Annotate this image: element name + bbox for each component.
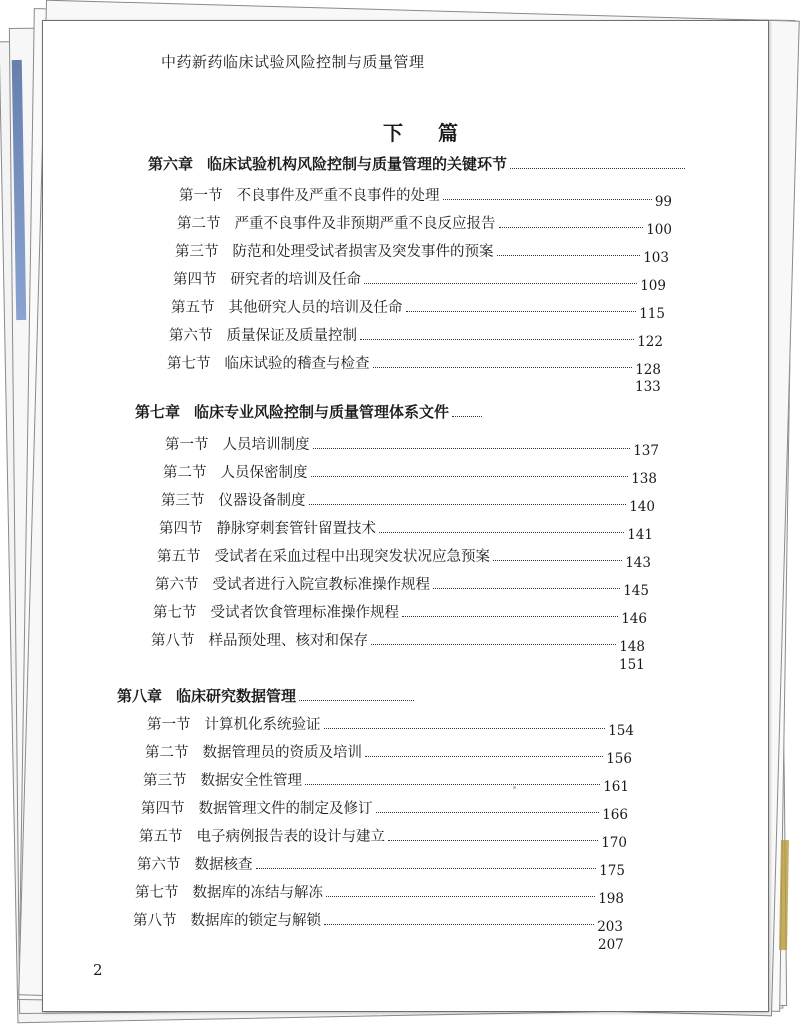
leader-dots (313, 448, 631, 449)
page-ref: 128 (635, 362, 661, 378)
page-ref: 175 (599, 863, 625, 879)
leader-dots (364, 283, 637, 284)
page-ref: 145 (623, 583, 649, 599)
toc-entry[interactable] (139, 825, 627, 851)
part-title: 下 篇 (383, 121, 472, 145)
page-ref: 133 (635, 379, 661, 395)
section-title: 研究者的培训及任命 (230, 272, 361, 288)
page-ref: 109 (640, 278, 666, 294)
page-ref: 141 (627, 527, 653, 543)
section-number: 第一节 (179, 188, 223, 204)
toc-tail-page[interactable] (598, 937, 624, 953)
section-title: 严重不良事件及非预期严重不良反应报告 (234, 216, 496, 232)
toc-entry[interactable] (171, 296, 665, 322)
page-ref: 146 (621, 611, 647, 627)
section-title: 临床试验的稽查与检查 (224, 356, 370, 372)
leader-dots (365, 756, 603, 757)
leader-dots (305, 784, 600, 785)
section-number: 第六节 (169, 328, 213, 344)
page-number: 2 (93, 961, 103, 979)
toc-chapter[interactable] (148, 153, 688, 174)
section-number: 第六节 (155, 577, 199, 593)
toc-entry[interactable] (151, 629, 645, 655)
page-ref: 151 (619, 657, 645, 673)
page-ref: 115 (639, 306, 665, 322)
chapter-title: 临床研究数据管理 (176, 687, 297, 705)
toc-tail-page[interactable] (635, 379, 661, 395)
leader-dots (510, 168, 685, 169)
section-number: 第四节 (173, 272, 217, 288)
toc-entry[interactable] (145, 741, 632, 767)
section-number: 第二节 (177, 216, 221, 232)
leader-dots (379, 532, 624, 533)
toc-page (42, 20, 769, 1012)
toc-entry[interactable] (161, 489, 655, 515)
leader-dots (299, 700, 414, 701)
section-title: 数据管理文件的制定及修订 (198, 801, 373, 817)
section-number: 第五节 (139, 829, 183, 845)
page-ref: 122 (637, 334, 663, 350)
page-ref: 156 (606, 751, 632, 767)
page-ref: 148 (619, 639, 645, 655)
leader-dots (256, 868, 597, 869)
toc-entry[interactable] (167, 352, 661, 378)
section-title: 数据管理员的资质及培训 (202, 745, 362, 761)
toc-entry[interactable] (135, 881, 624, 907)
section-title: 防范和处理受试者损害及突发事件的预案 (232, 244, 494, 260)
toc-chapter[interactable] (135, 401, 485, 422)
toc-entry[interactable] (155, 573, 649, 599)
running-head: 中药新药临床试验风险控制与质量管理 (161, 53, 425, 71)
section-number: 第七节 (135, 885, 179, 901)
section-title: 受试者进行入院宣教标准操作规程 (212, 577, 430, 593)
leader-dots (311, 476, 629, 477)
print-speck (513, 786, 516, 789)
section-number: 第一节 (147, 717, 191, 733)
section-title: 人员保密制度 (220, 465, 308, 481)
section-number: 第六节 (137, 857, 181, 873)
section-title: 受试者饮食管理标准操作规程 (210, 605, 399, 621)
section-title: 人员培训制度 (222, 437, 310, 453)
section-number: 第七节 (167, 356, 211, 372)
section-title: 数据安全性管理 (200, 773, 302, 789)
page-ref: 161 (603, 779, 629, 795)
leader-dots (373, 367, 633, 368)
toc-entry[interactable] (153, 601, 647, 627)
leader-dots (388, 840, 598, 841)
section-number: 第三节 (143, 773, 187, 789)
toc-entry[interactable] (157, 545, 651, 571)
toc-entry[interactable] (141, 797, 628, 823)
toc-entry[interactable] (159, 517, 653, 543)
section-number: 第一节 (165, 437, 209, 453)
toc-chapter[interactable] (117, 685, 417, 706)
section-number: 第五节 (171, 300, 215, 316)
section-title: 数据库的锁定与解锁 (190, 913, 321, 929)
leader-dots (360, 339, 634, 340)
toc-entry[interactable] (177, 212, 672, 238)
toc-entry[interactable] (137, 853, 625, 879)
toc-entry[interactable] (179, 184, 672, 210)
leader-dots (376, 812, 600, 813)
section-number: 第二节 (163, 465, 207, 481)
leader-dots (324, 728, 606, 729)
leader-dots (309, 504, 627, 505)
section-title: 质量保证及质量控制 (226, 328, 357, 344)
section-title: 样品预处理、核对和保存 (208, 633, 368, 649)
section-title: 数据库的冻结与解冻 (192, 885, 323, 901)
section-number: 第五节 (157, 549, 201, 565)
chapter-title: 临床试验机构风险控制与质量管理的关键环节 (207, 155, 508, 173)
page-ref: 138 (631, 471, 657, 487)
leader-dots (402, 616, 618, 617)
page-ref: 137 (633, 443, 659, 459)
page-ref: 166 (602, 807, 628, 823)
section-title: 受试者在采血过程中出现突发状况应急预案 (214, 549, 490, 565)
section-number: 第八节 (133, 913, 177, 929)
section-title: 电子病例报告表的设计与建立 (196, 829, 385, 845)
toc-entry[interactable] (133, 909, 623, 935)
section-title: 计算机化系统验证 (204, 717, 321, 733)
toc-entry[interactable] (165, 433, 659, 459)
leader-dots (443, 199, 652, 200)
section-number: 第四节 (159, 521, 203, 537)
page-ref: 198 (598, 891, 624, 907)
toc-entry[interactable] (143, 769, 629, 795)
page-ref: 143 (625, 555, 651, 571)
page-ref: 207 (598, 937, 624, 953)
section-number: 第三节 (161, 493, 205, 509)
page-ref: 140 (629, 499, 655, 515)
section-number: 第二节 (145, 745, 189, 761)
toc-entry[interactable] (147, 713, 634, 739)
section-title: 数据核查 (194, 857, 253, 873)
toc-entry[interactable] (163, 461, 657, 487)
chapter-number: 第七章 (135, 403, 181, 421)
cover-edge-gold (779, 840, 789, 950)
toc-tail-page[interactable] (619, 657, 645, 673)
leader-dots (452, 416, 482, 417)
leader-dots (493, 560, 622, 561)
section-title: 其他研究人员的培训及任命 (228, 300, 403, 316)
leader-dots (499, 227, 644, 228)
leader-dots (497, 255, 641, 256)
toc-entry[interactable] (175, 240, 669, 266)
page-ref: 170 (601, 835, 627, 851)
leader-dots (371, 644, 616, 645)
leader-dots (324, 924, 594, 925)
leader-dots (433, 588, 620, 589)
page-ref: 100 (646, 222, 672, 238)
toc-entry[interactable] (173, 268, 666, 294)
section-title: 静脉穿刺套管针留置技术 (216, 521, 376, 537)
section-number: 第七节 (153, 605, 197, 621)
page-ref: 99 (654, 194, 672, 210)
leader-dots (326, 896, 595, 897)
page-ref: 154 (608, 723, 634, 739)
chapter-title: 临床专业风险控制与质量管理体系文件 (194, 403, 450, 421)
section-number: 第四节 (141, 801, 185, 817)
leader-dots (406, 311, 637, 312)
section-title: 仪器设备制度 (218, 493, 306, 509)
page-ref: 103 (643, 250, 669, 266)
section-number: 第八节 (151, 633, 195, 649)
section-title: 不良事件及严重不良事件的处理 (236, 188, 440, 204)
chapter-number: 第六章 (148, 155, 194, 173)
section-number: 第三节 (175, 244, 219, 260)
page-ref: 203 (597, 919, 623, 935)
chapter-number: 第八章 (117, 687, 163, 705)
toc-entry[interactable] (169, 324, 663, 350)
